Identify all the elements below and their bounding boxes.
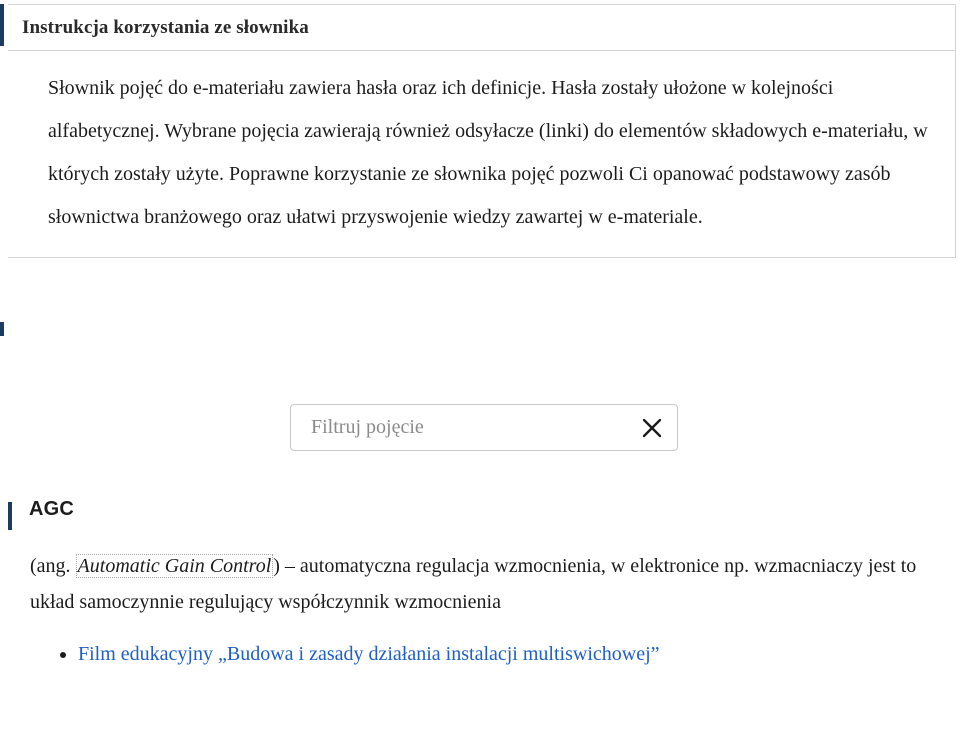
filter-field-container xyxy=(290,404,678,451)
entry-definition xyxy=(8,548,956,620)
instruction-body-text: Słownik pojęć do e-materiału zawiera hasła oraz ich definicje. Hasła zostały ułożone w kolejności alfabetycznej. Wybrane pojęcia zawierają również odsyłacze (linki) do elementów składowych e-materiału, w których zostały użyte. Poprawne korzystanie ze słownika pojęć pozwoli Ci opanować podstawowy zasób słownictwa branżowego oraz ułatwi przyswojenie wiedzy zawartej w e-materiale. xyxy=(48,77,928,228)
filter-input[interactable] xyxy=(309,404,635,451)
entry-term: AGC xyxy=(29,498,75,520)
entry-accent-bar xyxy=(8,502,12,530)
definition-suffix: ) – automatyczna regulacja wzmocnienia, w elektronice np. wzmacniaczy jest to układ samoczynnie regulujący współczynnik wzmocnienia xyxy=(30,555,917,613)
panel-accent-bar-bottom xyxy=(0,322,4,336)
entry-link[interactable]: Film edukacyjny „Budowa i zasady działania instalacji multiswichowej” xyxy=(78,643,660,665)
entry-links-list xyxy=(8,638,956,670)
instruction-heading: Instrukcja korzystania ze słownika xyxy=(8,5,955,51)
close-x-icon[interactable] xyxy=(635,411,669,445)
list-item xyxy=(78,638,956,670)
instruction-panel xyxy=(8,4,956,258)
glossary-entry xyxy=(8,495,956,670)
definition-prefix: (ang. xyxy=(30,555,76,577)
panel-accent-bar-top xyxy=(0,4,4,46)
definition-english-term: Automatic Gain Control xyxy=(77,555,272,577)
filter-box[interactable] xyxy=(290,404,678,451)
